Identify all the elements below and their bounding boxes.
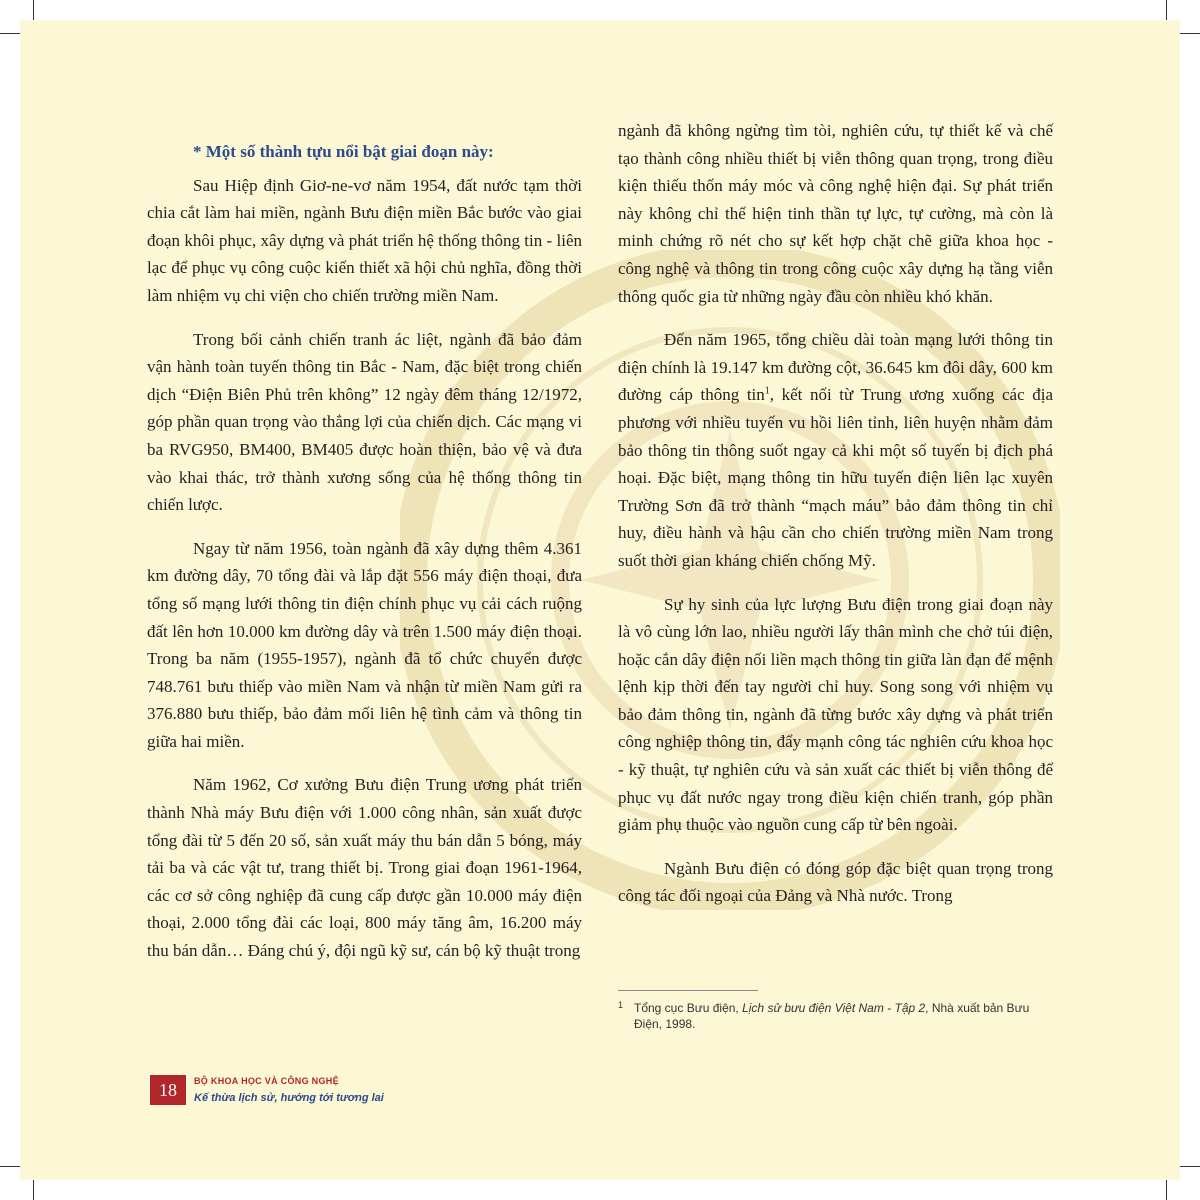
- left-column: [147, 138, 582, 981]
- footer-subtitle: Kế thừa lịch sử, hướng tới tương lai: [194, 1092, 384, 1104]
- paragraph: Ngay từ năm 1956, toàn ngành đã xây dựng thêm 4.361 km đường dây, 70 tổng đài và lắp đặt 556 máy điện thoại, đưa tổng số mạng lưới thông tin điện chính phục vụ cải cách ruộng đất lên hơn 10.000 km đường dây và trên 1.500 máy điện thoại. Trong ba năm (1955-1957), ngành đã tổ chức chuyển được 748.761 bưu thiếp vào miền Nam và nhận từ miền Nam gửi ra 376.880 bưu thiếp, bảo đảm mối liên hệ tình cảm và thông tin giữa hai miền.: [147, 538, 582, 751]
- footnote-number: 1: [618, 1000, 624, 1010]
- crop-mark: [1178, 1166, 1200, 1167]
- crop-mark: [1166, 1178, 1167, 1200]
- footnote-reference[interactable]: 1: [764, 385, 770, 397]
- paragraph: [618, 326, 1053, 574]
- crop-mark: [0, 1166, 22, 1167]
- crop-mark: [1166, 0, 1167, 22]
- crop-mark: [33, 0, 34, 22]
- footer-title: BỘ KHOA HỌC VÀ CÔNG NGHỆ: [194, 1076, 339, 1086]
- paragraph-text: , kết nối từ Trung ương xuống các địa phương với nhiều tuyến vu hồi liên tỉnh, liên huyện nhằm đảm bảo thông tin thông suốt ngay cả khi một số tuyến bị địch phá hoại. Đặc biệt, mạng thông tin hữu tuyến điện liên lạc xuyên Trường Sơn đã trở thành “mạch máu” bảo đảm thông tin chỉ huy, điều hành và hậu cần cho chiến trường miền Nam trong suốt thời gian kháng chiến chống Mỹ.: [618, 385, 1053, 570]
- paragraph: Năm 1962, Cơ xưởng Bưu điện Trung ương phát triển thành Nhà máy Bưu điện với 1.000 công nhân, sản xuất được tổng đài từ 5 đến 20 số, sản xuất máy thu bán dẫn 5 bóng, máy tải ba và các vật tư, trang thiết bị. Trong giai đoạn 1961-1964, các cơ sở công nghiệp đã cung cấp được gần 10.000 máy điện thoại, 2.000 tổng đài các loại, 800 máy tăng âm, 16.200 máy thu bán dẫn… Đáng chú ý, đội ngũ kỹ sư, cán bộ kỹ thuật trong: [147, 775, 582, 961]
- paragraph: Trong bối cảnh chiến tranh ác liệt, ngành đã bảo đảm vận hành toàn tuyến thông tin Bắc - Nam, đặc biệt trong chiến dịch “Điện Biên Phủ trên không” 12 ngày đêm tháng 12/1972, góp phần quan trọng vào thắng lợi của chiến dịch. Các mạng vi ba RVG950, BM400, BM405 được hoàn thiện, bảo vệ và đưa vào khai thác, trở thành xương sống của hệ thống thông tin chiến lược.: [147, 329, 582, 515]
- footnote-text-part: , Nhà xuất bản Bưu Điện, 1998.: [634, 1001, 1030, 1031]
- footnote-text-part: Tổng cục Bưu điện,: [634, 1001, 743, 1015]
- crop-mark: [1178, 33, 1200, 34]
- page-number: 18: [150, 1075, 186, 1105]
- footnote-text: [618, 1000, 1058, 1032]
- crop-mark: [33, 1178, 34, 1200]
- paragraph: Ngành Bưu điện có đóng góp đặc biệt quan trọng trong công tác đối ngoại của Đảng và Nhà nước. Trong: [618, 858, 1053, 906]
- paragraph: Sự hy sinh của lực lượng Bưu điện trong giai đoạn này là vô cùng lớn lao, nhiều người lấy thân mình che chở túi điện, hoặc cắn dây điện nối liền mạch thông tin giữa làn đạn để mệnh lệnh kịp thời đến tay người chỉ huy. Song song với nhiệm vụ bảo đảm thông tin, ngành đã từng bước xây dựng và phát triển công nghiệp thông tin, đẩy mạnh công tác nghiên cứu khoa học - kỹ thuật, tự nghiên cứu và sản xuất các thiết bị viễn thông để phục vụ đất nước ngay trong điều kiện chiến tranh, góp phần giảm phụ thuộc vào nguồn cung cấp từ bên ngoài.: [618, 594, 1053, 835]
- document-page: [20, 20, 1180, 1180]
- crop-mark: [0, 33, 22, 34]
- right-column: [618, 20, 1053, 926]
- footnote-divider: [618, 990, 758, 991]
- paragraph: Sau Hiệp định Giơ-ne-vơ năm 1954, đất nước tạm thời chia cắt làm hai miền, ngành Bưu điện miền Bắc bước vào giai đoạn khôi phục, xây dựng và phát triển hệ thống thông tin - liên lạc để phục vụ công cuộc kiến thiết xã hội chủ nghĩa, đồng thời làm nhiệm vụ chi viện cho chiến trường miền Nam.: [147, 175, 582, 305]
- section-heading: * Một số thành tựu nổi bật giai đoạn này:: [193, 142, 494, 161]
- footnote: [618, 1000, 1058, 1032]
- footnote-book-title: Lịch sử bưu điện Việt Nam - Tập 2: [742, 1001, 926, 1015]
- paragraph-text: Đến năm 1965, tổng chiều dài toàn mạng lưới thông tin điện chính là 19.147 km đường cột, 36.645 km đôi dây, 600 km đường cáp thông tin: [618, 330, 1053, 405]
- paragraph-continuation: ngành đã không ngừng tìm tòi, nghiên cứu, tự thiết kế và chế tạo thành công nhiều thiết bị viễn thông quan trọng, trong điều kiện thiếu thốn máy móc và công nghệ hiện đại. Sự phát triển này không chỉ thể hiện tinh thần tự lực, tự cường, mà còn là minh chứng rõ nét cho sự kết hợp chặt chẽ giữa khoa học - công nghệ và thông tin trong công cuộc xây dựng hạ tầng viễn thông quốc gia từ những ngày đầu còn nhiều khó khăn.: [618, 121, 1053, 306]
